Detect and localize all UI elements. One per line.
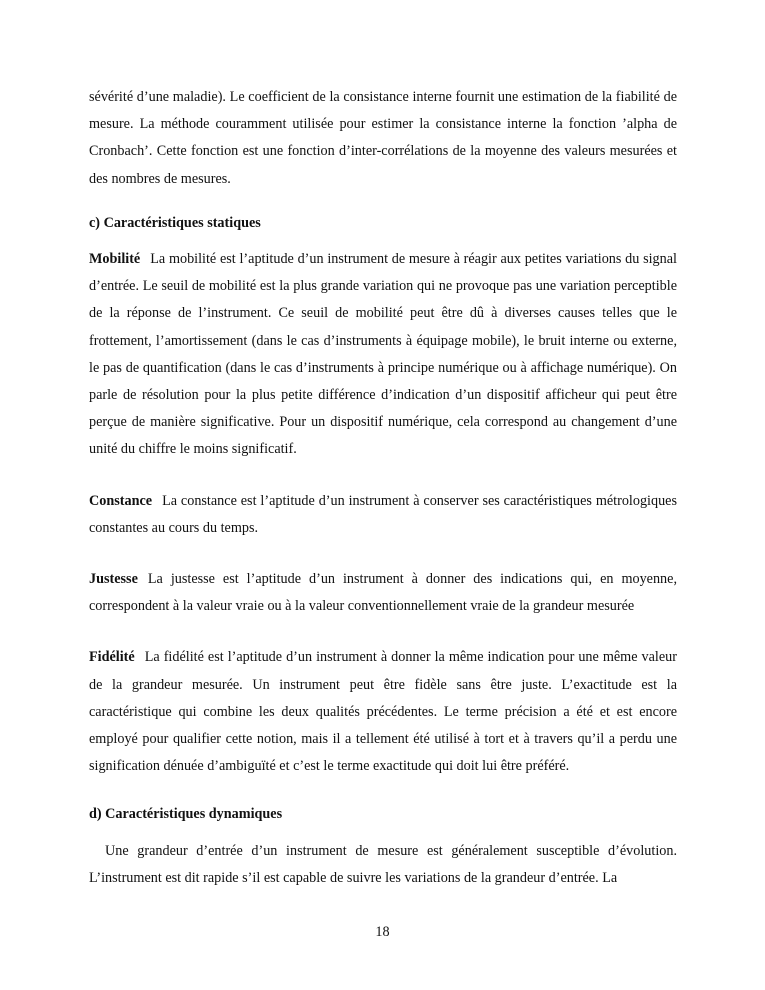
term-mobilite: Mobilité: [89, 251, 141, 268]
term-justesse: Justesse: [89, 571, 138, 588]
definition-mobilite-text: La mobilité est l’aptitude d’un instrument de mesure à réagir aux petites variations du signal d’entrée. Le seuil de mobilité est la plus grande variation qui ne provoque pas une variation perceptible de la réponse de l’instrument. Ce seuil de mobilité peut être dû à diverses causes telles que le frottement, l’amortissement (dans le cas d’instruments à équipage mobile), le bruit interne ou externe, le pas de quantification (dans le cas d’instruments à principe numérique ou à affichage numérique). On parle de résolution pour la plus petite différence d’indication d’un dispositif afficheur qui peut être perçue de manière significative. Pour un dispositif numérique, cela correspond au changement d’une unité du chiffre le moins significatif.: [89, 251, 677, 458]
section-d-paragraph: Une grandeur d’entrée d’un instrument de mesure est généralement susceptible d’évolution. L’instrument est dit rapide s’il est capable de suivre les variations de la grandeur d’entrée. La: [89, 842, 677, 886]
definition-mobilite: [89, 246, 677, 464]
definition-constance: [89, 488, 677, 542]
page-number: 18: [375, 924, 390, 940]
intro-paragraph: sévérité d’une maladie). Le coefficient de la consistance interne fournit une estimation de la fiabilité de mesure. La méthode couramment utilisée pour estimer la consistance interne la fonction ’alpha de Cronbach’. Cette fonction est une fonction d’inter-corrélations de la moyenne des valeurs mesurées et des nombres de mesures.: [89, 89, 677, 187]
term-constance: Constance: [89, 492, 153, 509]
page-content: [89, 84, 677, 892]
section-c-heading: c) Caractéristiques statiques: [89, 214, 261, 231]
section-d-heading: d) Caractéristiques dynamiques: [89, 806, 283, 823]
term-fidelite: Fidélité: [89, 649, 135, 666]
definition-justesse-text: La justesse est l’aptitude d’un instrument à donner des indications qui, en moyenne, correspondent à la valeur vraie ou à la valeur conventionnellement vraie de la grandeur mesurée: [89, 571, 677, 615]
definition-constance-text: La constance est l’aptitude d’un instrument à conserver ses caractéristiques métrologiques constantes au cours du temps.: [89, 492, 677, 536]
definition-justesse: [89, 566, 677, 620]
definition-fidelite-text: La fidélité est l’aptitude d’un instrument à donner la même indication pour une même valeur de la grandeur mesurée. Un instrument peut être fidèle sans être juste. L’exactitude est la caractéristique qui combine les deux qualités précédentes. Le terme précision a été et est encore employé pour qualifier cette notion, mais il a tellement été utilisé à tort et à travers qu’il a perdu une signification dénuée d’ambiguïté et c’est le terme exactitude qui doit lui être préféré.: [89, 649, 677, 775]
definition-fidelite: [89, 644, 677, 780]
